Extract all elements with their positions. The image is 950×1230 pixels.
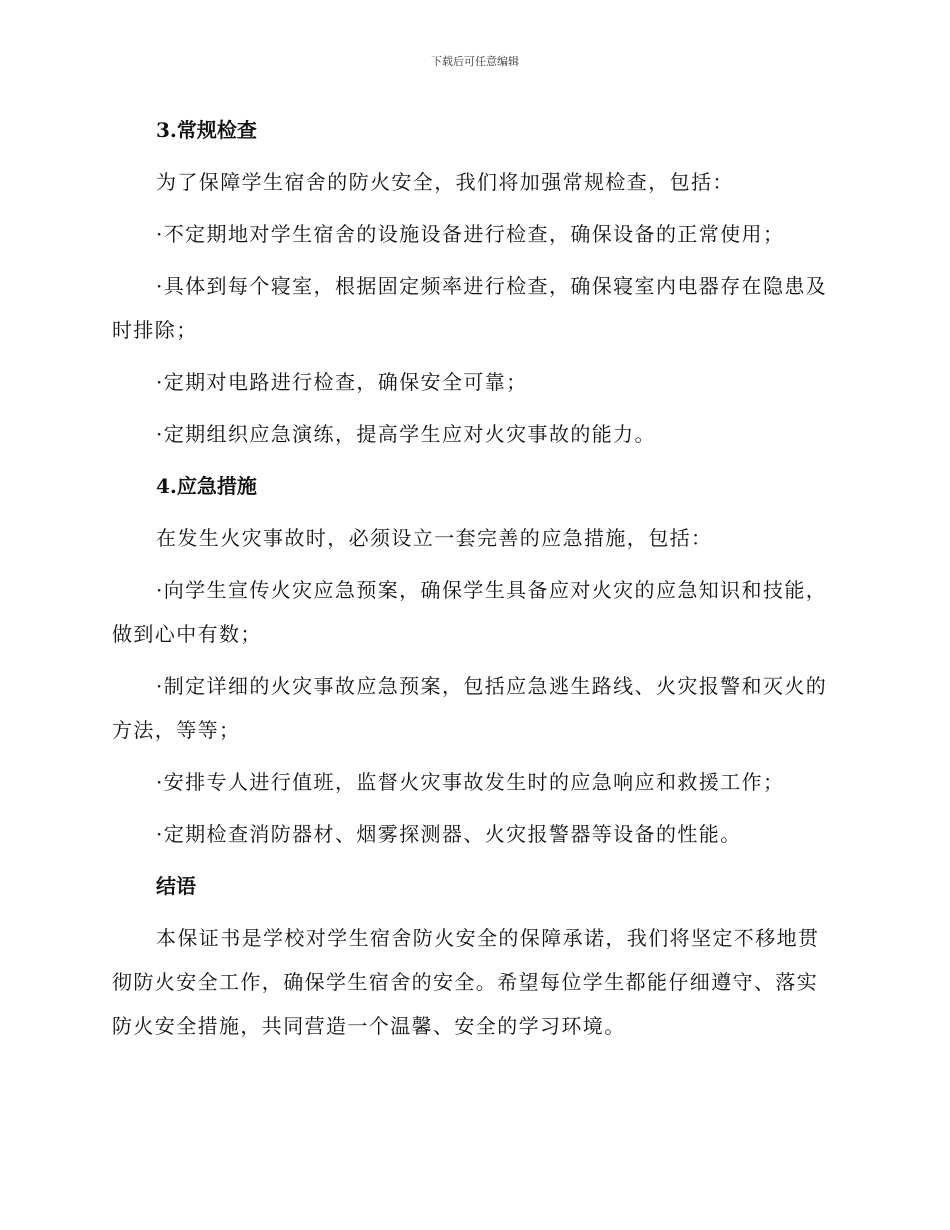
section-heading-routine-check: 3.常规检查 [156, 118, 257, 142]
section-heading-conclusion: 结语 [156, 874, 196, 898]
bullet-item: ·制定详细的火灾事故应急预案，包括应急逃生路线、火灾报警和灭火的方法，等等； [112, 674, 828, 742]
section-heading-emergency-measures: 4.应急措施 [156, 474, 257, 498]
bullet-item: ·安排专人进行值班，监督火灾事故发生时的应急响应和救援工作； [156, 770, 785, 794]
conclusion-paragraph: 本保证书是学校对学生宿舍防火安全的保障承诺，我们将坚定不移地贯彻防火安全工作，确保学生宿舍的安全。希望每位学生都能仔细遵守、落实防火安全措施，共同营造一个温馨、安全的学习环境。 [112, 926, 820, 1038]
bullet-item: ·定期检查消防器材、烟雾探测器、火灾报警器等设备的性能。 [156, 822, 742, 846]
bullet-item: ·定期组织应急演练，提高学生应对火灾事故的能力。 [156, 422, 656, 446]
bullet-item: ·向学生宣传火灾应急预案，确保学生具备应对火灾的应急知识和技能，做到心中有数； [112, 578, 828, 646]
document-body [112, 108, 830, 1048]
paragraph: 在发生火灾事故时，必须设立一套完善的应急措施，包括： [156, 526, 713, 550]
paragraph: 为了保障学生宿舍的防火安全，我们将加强常规检查，包括： [156, 170, 734, 194]
bullet-item: ·不定期地对学生宿舍的设施设备进行检查，确保设备的正常使用； [156, 222, 785, 246]
header-note: 下载后可任意编辑 [431, 55, 519, 68]
bullet-item: ·具体到每个寝室，根据固定频率进行检查，确保寝室内电器存在隐患及时排除； [112, 274, 828, 342]
bullet-item: ·定期对电路进行检查，确保安全可靠； [156, 370, 528, 394]
